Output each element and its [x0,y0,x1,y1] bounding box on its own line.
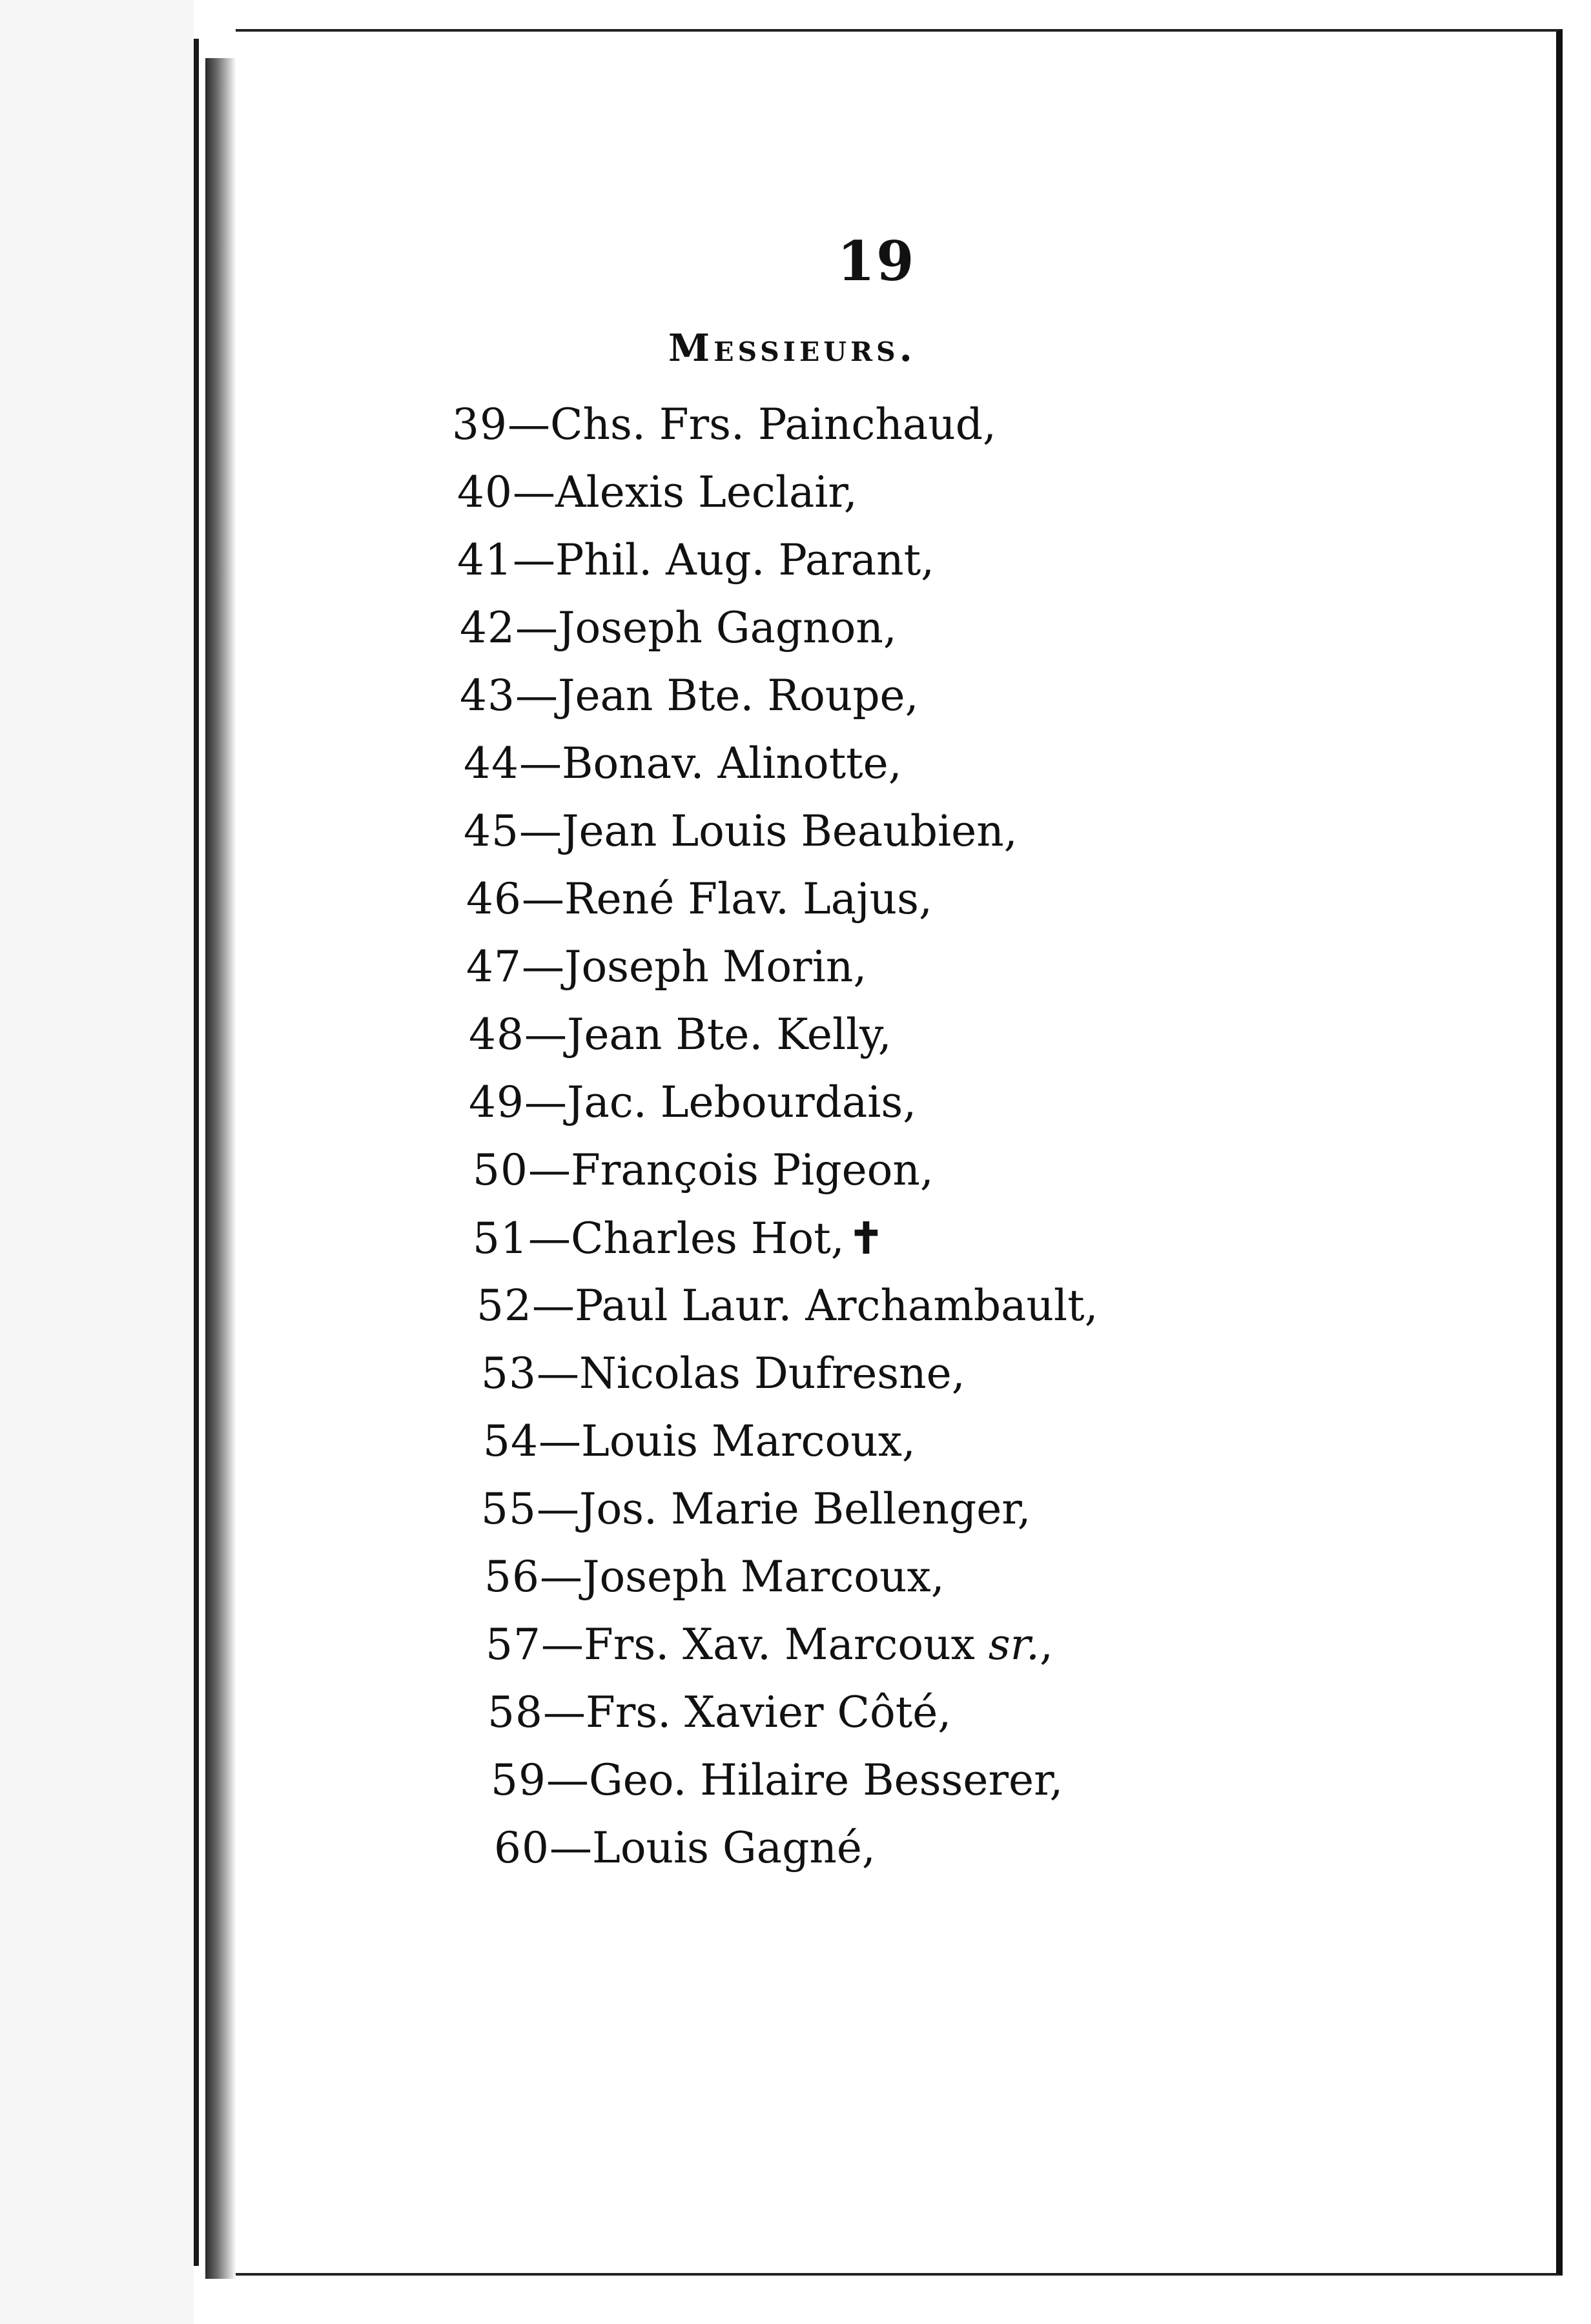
list-item: 46—René Flav. Lajus, [466,874,932,924]
leaf-edge [194,39,199,2266]
list-heading: Messieurs. [668,326,916,370]
list-item: 42—Joseph Gagnon, [460,603,897,653]
list-item: 48—Jean Bte. Kelly, [469,1010,892,1059]
list-item: 51—Charles Hot,✝ [473,1213,885,1263]
left-leaf [0,0,194,2324]
list-item: 44—Bonav. Alinotte, [464,739,902,788]
handwritten-cross-mark: ✝ [848,1213,885,1263]
list-item: 55—Jos. Marie Bellenger, [481,1484,1031,1534]
list-item: 52—Paul Laur. Archambault, [477,1281,1098,1330]
list-item: 50—François Pigeon, [473,1145,934,1195]
list-item: 57—Frs. Xav. Marcoux sr., [486,1620,1053,1669]
list-item: 41—Phil. Aug. Parant, [457,535,935,585]
list-item: 54—Louis Marcoux, [483,1416,916,1466]
list-item: 40—Alexis Leclair, [457,467,857,517]
list-item: 53—Nicolas Dufresne, [481,1349,965,1398]
page-number: 19 [837,229,916,293]
list-item: 47—Joseph Morin, [466,942,867,992]
list-item: 43—Jean Bte. Roupe, [460,671,919,720]
list-item: 60—Louis Gagné, [494,1823,876,1873]
list-item: 45—Jean Louis Beaubien, [464,806,1018,856]
list-item: 56—Joseph Marcoux, [484,1552,945,1602]
gutter-shadow [205,58,236,2279]
list-item: 49—Jac. Lebourdais, [469,1077,917,1127]
list-item: 59—Geo. Hilaire Besserer, [491,1755,1063,1805]
list-item: 58—Frs. Xavier Côté, [488,1687,952,1737]
list-item: 39—Chs. Frs. Painchaud, [452,400,996,449]
